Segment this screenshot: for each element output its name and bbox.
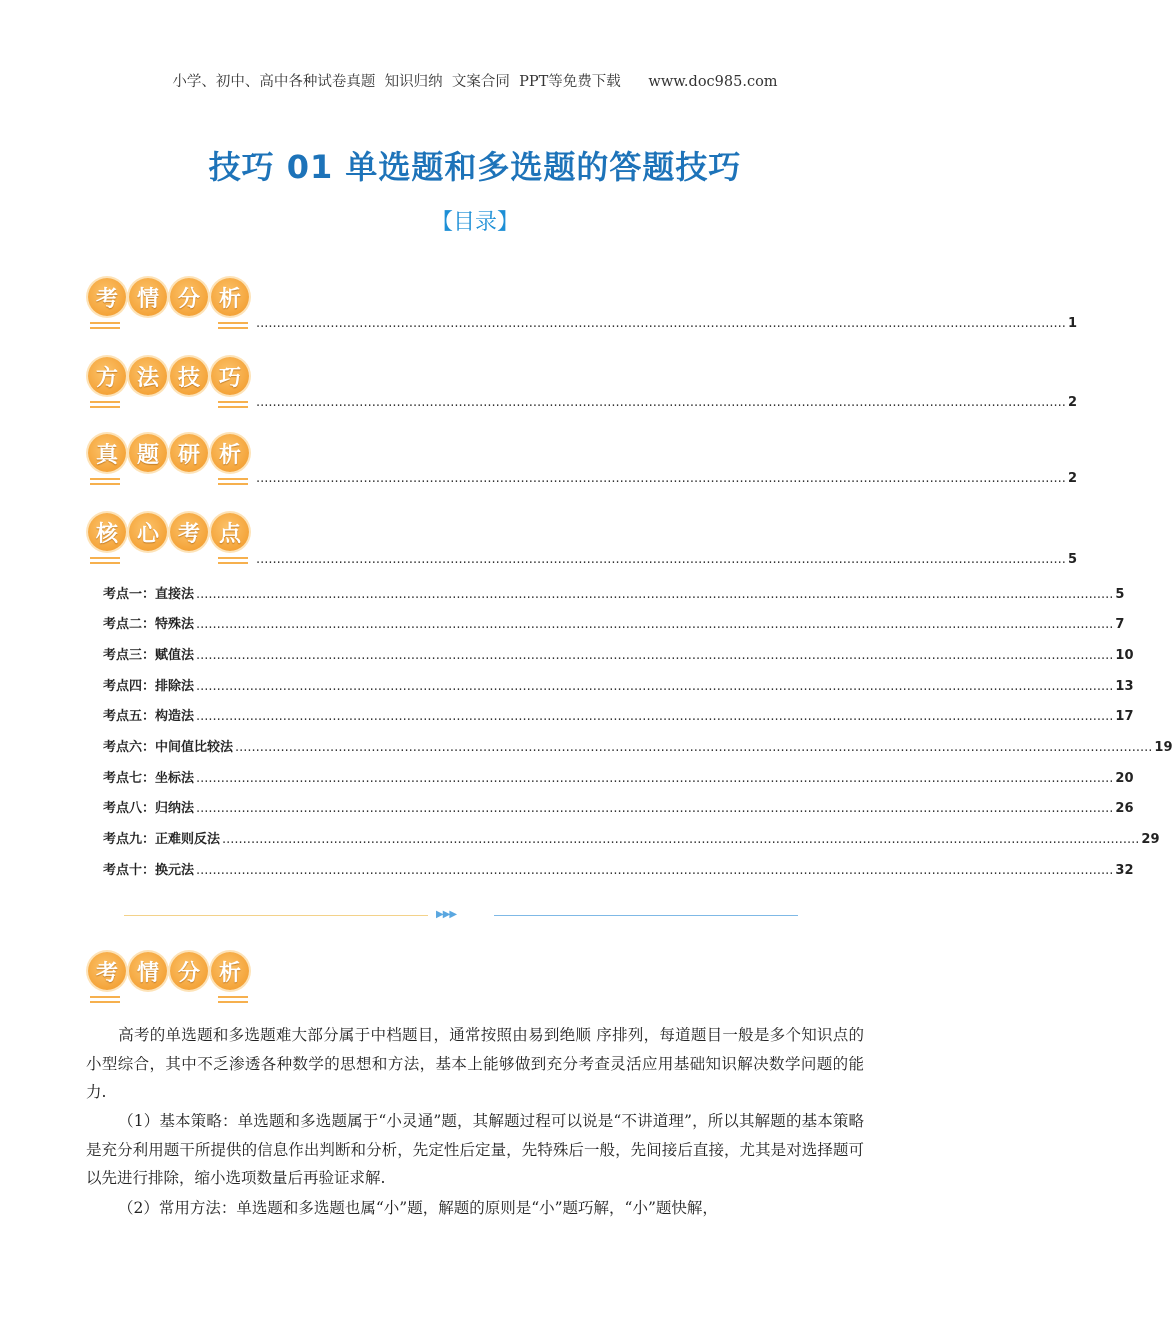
toc-page-number: 29 [1141,832,1160,847]
toc-item[interactable] [103,767,1134,786]
toc-item[interactable] [103,675,1134,694]
badge-char: 分 [170,952,208,990]
toc-leader: .............................................................................................................................................................................................................................. [196,709,1114,724]
toc-page-number: 7 [1115,617,1125,632]
toc-heading: 【目录】 [430,210,519,235]
divider-line-left [124,915,428,916]
toc-item-label: 考点九：正难则反法 [103,832,221,847]
toc-row-section[interactable] [254,552,1077,567]
toc-page-number: 5 [1067,552,1077,567]
toc-row-section[interactable] [254,316,1077,331]
badge-char: 析 [211,434,249,472]
badge-char: 分 [170,278,208,316]
toc-item-label: 考点六：中间值比较法 [103,740,234,755]
badge-char: 考 [88,952,126,990]
toc-item[interactable] [103,613,1125,632]
toc-item-label: 考点三：赋值法 [103,648,195,663]
toc-leader: .............................................................................................................................................................................................................................. [222,832,1140,847]
toc-page-number: 5 [1115,587,1125,602]
toc-row-section[interactable] [254,471,1077,486]
divider-arrows-icon: ▶▶▶ [436,909,457,920]
toc-leader: .............................................................................................................................................................................................................................. [196,801,1114,816]
toc-page-number: 19 [1154,740,1173,755]
section-badge-methods [88,357,254,417]
toc-item[interactable] [103,797,1134,816]
toc-item-label: 考点五：构造法 [103,709,195,724]
toc-page-number: 10 [1115,648,1134,663]
toc-page-number: 26 [1115,801,1134,816]
badge-char: 巧 [211,357,249,395]
toc-row-section[interactable] [254,395,1077,410]
toc-page-number: 32 [1115,863,1134,878]
badge-char: 情 [129,952,167,990]
toc-item[interactable] [103,705,1134,724]
toc-item[interactable] [103,583,1125,602]
toc-item-label: 考点二：特殊法 [103,617,195,632]
divider-line-right [494,915,798,916]
toc-item-label: 考点四：排除法 [103,679,195,694]
badge-char: 技 [170,357,208,395]
toc-page-number: 13 [1115,679,1134,694]
site-header: 小学、初中、高中各种试卷真题 知识归纳 文案合同 PPT等免费下载 www.doc985.com [172,74,778,90]
badge-char: 析 [211,952,249,990]
toc-leader: .............................................................................................................................................................................................................................. [196,679,1114,694]
toc-page-number: 17 [1115,709,1134,724]
toc-page-number: 1 [1067,316,1077,331]
badge-char: 析 [211,278,249,316]
toc-item[interactable] [103,644,1134,663]
toc-item-label: 考点十：换元法 [103,863,195,878]
toc-leader: .............................................................................................................................................................................................................................. [196,771,1114,786]
badge-char: 考 [88,278,126,316]
paragraph-text: （2）常用方法：单选题和多选题也属“小”题，解题的原则是“小”题巧解，“小”题快解， [118,1199,718,1217]
section-badge-analysis [88,278,254,338]
section-badge-past-exams [88,434,254,494]
toc-item-label: 考点八：归纳法 [103,801,195,816]
badge-char: 考 [170,513,208,551]
toc-leader: .................................................................................................................................................................................................... [256,395,1066,410]
section-badge-analysis-body [88,952,254,1012]
toc-item[interactable] [103,828,1160,847]
toc-leader: .............................................................................................................................................................................................................................. [196,863,1114,878]
badge-char: 点 [211,513,249,551]
toc-leader: .................................................................................................................................................................................................... [256,552,1066,567]
badge-char: 情 [129,278,167,316]
body-paragraph [86,1107,864,1193]
toc-item[interactable] [103,736,1173,755]
toc-page-number: 20 [1115,771,1134,786]
badge-char: 心 [129,513,167,551]
badge-char: 核 [88,513,126,551]
page-title: 技巧 01 单选题和多选题的答题技巧 [208,148,742,186]
body-paragraph [86,1194,864,1223]
badge-char: 题 [129,434,167,472]
toc-page-number: 2 [1067,395,1077,410]
toc-item-label: 考点七：坐标法 [103,771,195,786]
toc-leader: .................................................................................................................................................................................................... [256,471,1066,486]
toc-leader: .............................................................................................................................................................................................................................. [196,648,1114,663]
paragraph-text: （1）基本策略：单选题和多选题属于“小灵通”题，其解题过程可以说是“不讲道理”，所以其解题的基本策略是充分利用题干所提供的信息作出判断和分析，先定性后定量，先特殊后一般，先间接后直接，尤其是对选择题可以先进行排除，缩小选项数量后再验证求解. [86,1112,864,1187]
badge-char: 研 [170,434,208,472]
toc-item-label: 考点一：直接法 [103,587,195,602]
badge-char: 真 [88,434,126,472]
badge-char: 方 [88,357,126,395]
toc-item[interactable] [103,859,1134,878]
section-badge-core-points [88,513,254,573]
paragraph-text: 高考的单选题和多选题难大部分属于中档题目，通常按照由易到绝顺 序排列，每道题目一般是多个知识点的小型综合，其中不乏渗透各种数学的思想和方法，基本上能够做到充分考查灵活应用基础知识解决数学问题的能力. [86,1026,864,1101]
toc-page-number: 2 [1067,471,1077,486]
badge-char: 法 [129,357,167,395]
toc-leader: .................................................................................................................................................................................................... [256,316,1066,331]
toc-leader: .............................................................................................................................................................................................................................. [196,587,1114,602]
body-paragraph [86,1021,864,1107]
toc-leader: .............................................................................................................................................................................................................................. [235,740,1153,755]
toc-leader: .............................................................................................................................................................................................................................. [196,617,1114,632]
